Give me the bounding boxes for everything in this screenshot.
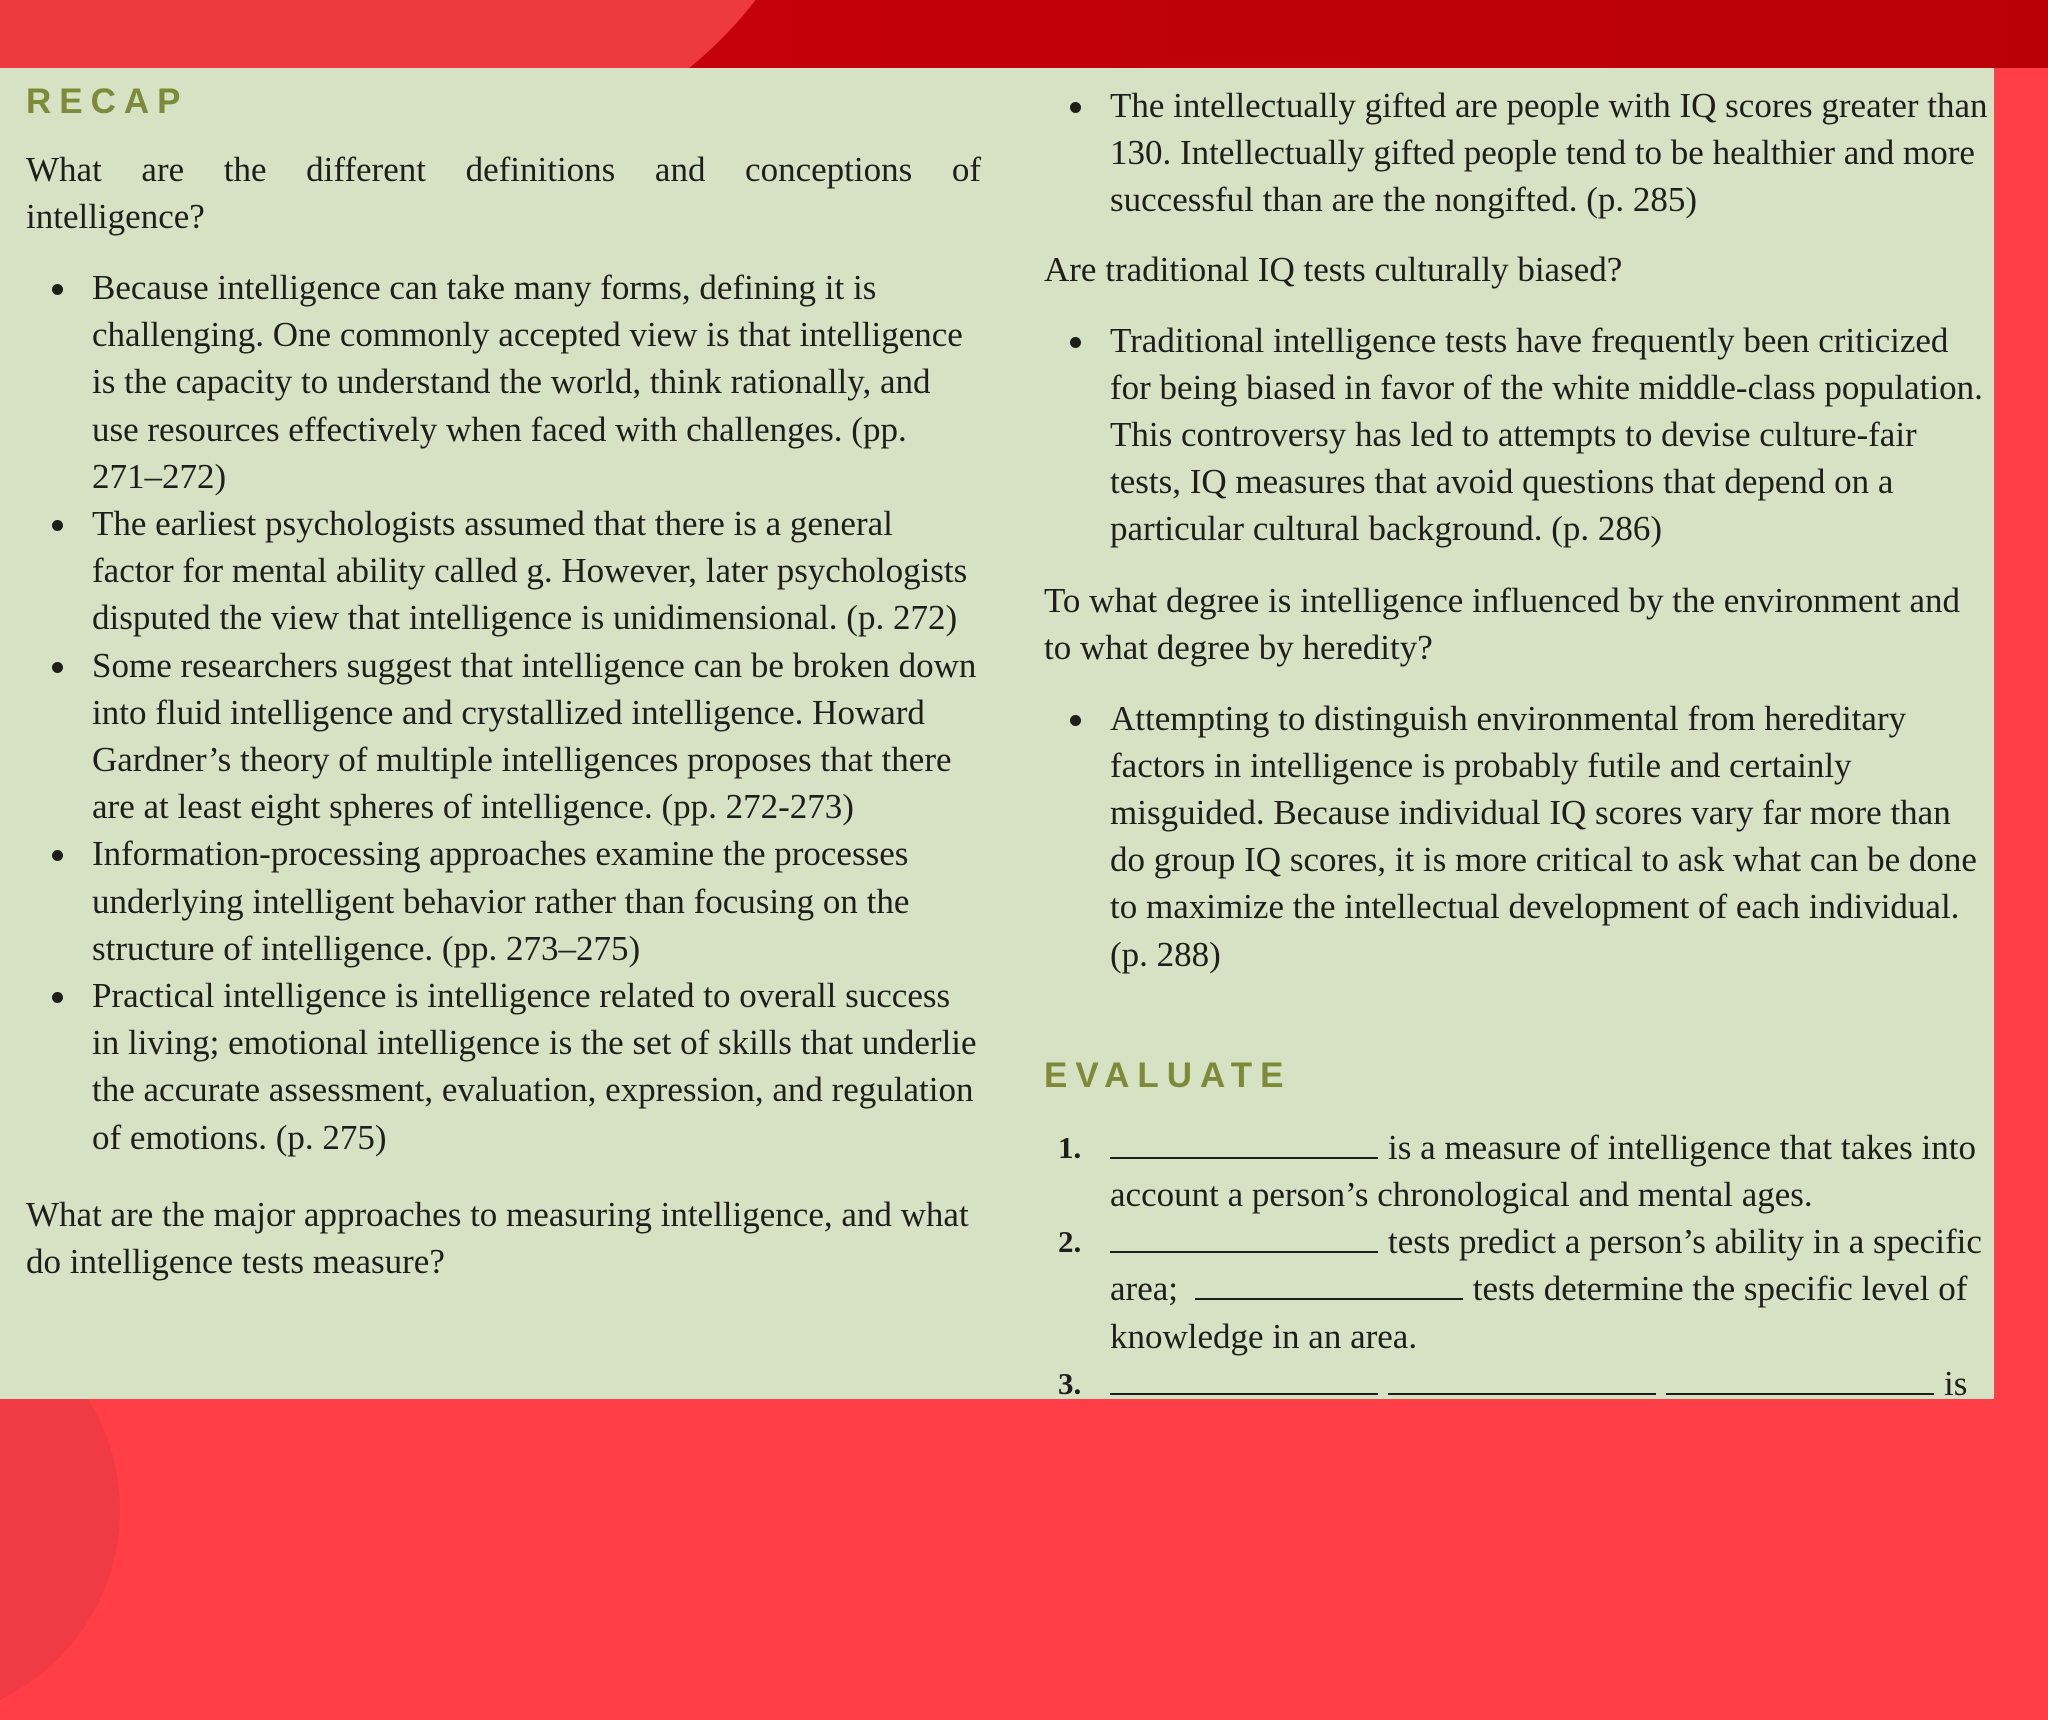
evaluate-heading: EVALUATE: [1044, 1055, 1292, 1095]
question-measuring: What are the major approaches to measuring intelligence, and what do intelligence tests measure?: [26, 1194, 969, 1281]
answer-blank[interactable]: [1388, 1363, 1656, 1395]
question-cultural-bias: Are traditional IQ tests culturally biased?: [1044, 249, 1623, 289]
evaluate-list: [1044, 1124, 1994, 1399]
bullet-item: Traditional intelligence tests have frequently been criticized for being biased in favor of the white middle-class population. This controversy has led to attempts to devise culture-fair tests, IQ measures that avoid questions that depend on a particular cultural background. (p. 286): [1044, 317, 1994, 553]
recap-heading: RECAP: [26, 82, 189, 121]
bullet-item: Attempting to distinguish environmental from hereditary factors in intelligence is probably futile and certainly misguided. Because individual IQ scores vary far more than do group IQ scores, it is more critical to ask what can be done to maximize the intellectual development of each individual. (p. 288): [1044, 695, 1994, 978]
bullet-item: Practical intelligence is intelligence related to overall success in living; emotional intelligence is the set of skills that underlie the accurate assessment, evaluation, expression, and regulation of emotions. (p. 275): [26, 972, 981, 1161]
evaluate-item-1: 1. is a measure of intelligence that takes into account a person’s chronological and mental ages.: [1058, 1127, 1976, 1215]
bullet-item: Information-processing approaches examine the processes underlying intelligent behavior rather than focusing on the structure of intelligence. (pp. 273–275): [26, 830, 981, 972]
bullet-dot-icon: [1070, 102, 1081, 113]
heredity-bullet-list: [1044, 695, 1994, 978]
answer-blank[interactable]: [1110, 1221, 1378, 1253]
answer-blank[interactable]: [1195, 1268, 1463, 1300]
bullet-dot-icon: [52, 284, 63, 295]
answer-blank[interactable]: [1666, 1363, 1934, 1395]
gifted-bullet-list: [1044, 82, 1994, 224]
question-definitions: What are the different definitions and conceptions of intelligence?: [26, 150, 981, 236]
evaluate-item-2: 2. tests predict a person’s ability in a specific area; tests determine the specific level of knowledge in an area.: [1058, 1222, 1982, 1356]
bullet-dot-icon: [52, 520, 63, 531]
textbook-page: [0, 68, 1994, 1399]
bullet-item: The intellectually gifted are people with IQ scores greater than 130. Intellectually gifted people tend to be healthier and more successful than are the nongifted. (p. 285): [1044, 82, 1994, 224]
answer-blank[interactable]: [1110, 1127, 1378, 1159]
question-environment-heredity: To what degree is intelligence influenced by the environment and to what degree by heredity?: [1044, 580, 1960, 667]
bias-bullet-list: [1044, 317, 1994, 553]
answer-blank[interactable]: [1110, 1363, 1378, 1395]
bullet-item: Because intelligence can take many forms, defining it is challenging. One commonly accepted view is that intelligence is the capacity to understand the world, think rationally, and use resources effectively when faced with challenges. (pp. 271–272): [26, 264, 981, 500]
bullet-dot-icon: [52, 992, 63, 1003]
bullet-dot-icon: [52, 850, 63, 861]
bullet-dot-icon: [1070, 715, 1081, 726]
right-column: [1044, 68, 1994, 1399]
definitions-bullet-list: [26, 264, 981, 1161]
left-column: [26, 68, 981, 1285]
bullet-item: The earliest psychologists assumed that there is a general factor for mental ability called g. However, later psychologists disputed the view that intelligence is unidimensional. (p. 272): [26, 500, 981, 642]
bullet-item: Some researchers suggest that intelligence can be broken down into fluid intelligence and crystallized intelligence. Howard Gardner’s theory of multiple intelligences proposes that there are at least eight spheres of intelligence. (pp. 272-273): [26, 642, 981, 831]
bullet-dot-icon: [52, 662, 63, 673]
bullet-dot-icon: [1070, 337, 1081, 348]
evaluate-item-3: 3. is: [1058, 1363, 1968, 1399]
